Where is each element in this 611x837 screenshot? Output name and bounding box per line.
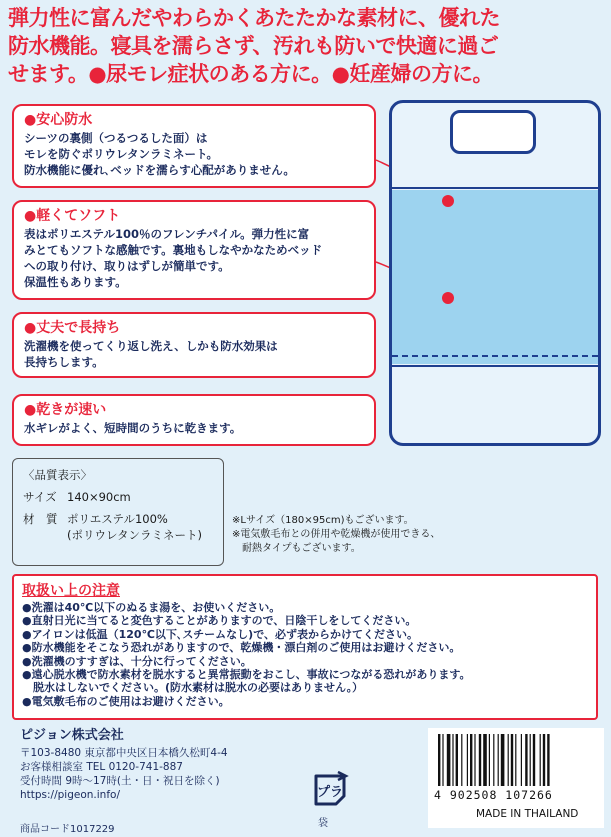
feature-line: 洗濯機を使ってくり返し洗え、しかも防水効果は — [24, 339, 278, 353]
size-value: 140×90cm — [67, 490, 131, 504]
barcode-bar — [543, 734, 545, 786]
feature-box-soft — [12, 200, 376, 300]
caution-item: ●遠心脱水機で防水素材を脱水すると異常振動をおこし、事故につながる恐れがあります。 — [22, 668, 471, 682]
feature-line: 長持ちします。 — [24, 355, 104, 369]
feature-box-waterproof — [12, 104, 376, 188]
barcode-bar — [461, 734, 462, 786]
caution-title: 取扱い上の注意 — [22, 583, 120, 599]
barcode-bar — [530, 734, 531, 786]
feature-line: モレを防ぐポリウレタンラミネート。 — [24, 147, 219, 161]
barcode-bar — [438, 734, 440, 786]
company-name: ピジョン株式会社 — [20, 728, 124, 743]
feature-line: みとてもソフトな感触です。裏地もしなやかなためベッド — [24, 243, 323, 257]
feature-line: 保温性もあります。 — [24, 275, 127, 289]
note-line: ※Lサイズ（180×95cm)もございます。 — [232, 515, 414, 526]
barcode-bar — [452, 734, 453, 786]
sheet-pad — [392, 190, 598, 364]
note-line: ※電気敷毛布との併用や乾燥機が使用できる、 — [232, 529, 441, 540]
marker-dot — [442, 292, 454, 304]
barcode-bar — [489, 734, 490, 786]
caution-item: ●洗濯機のすすぎは、十分に行ってください。 — [22, 654, 252, 668]
barcode-bar — [483, 734, 487, 786]
feature-line: への取り付け、取りはずしが簡単です。 — [24, 259, 230, 273]
headline-line: 防水機能。寝具を濡らさず、汚れも防いで快適に過ご — [8, 34, 499, 58]
barcode-bar — [533, 734, 535, 786]
sheet-stitch — [392, 355, 598, 357]
feature-title: ●乾きが速い — [24, 402, 107, 418]
barcode-bar — [447, 734, 451, 786]
caution-item: ●防水機能をそこなう恐れがありますので、乾燥機・漂白剤のご使用はお避けください。 — [22, 641, 461, 655]
sheet-seam — [392, 187, 598, 189]
caution-item: ●アイロンは低温（120℃以下､スチームなし)で、必ず表からかけてください。 — [22, 627, 418, 641]
barcode-bar — [540, 734, 541, 786]
made-in: MADE IN THAILAND — [476, 808, 579, 820]
recycle-label: 袋 — [318, 818, 328, 829]
feature-box-durable — [12, 312, 376, 378]
caution-box — [12, 574, 598, 720]
feature-box-quick-dry — [12, 394, 376, 446]
feature-title: ●軽くてソフト — [24, 208, 121, 224]
company-url[interactable]: https://pigeon.info/ — [20, 789, 120, 801]
material-label: 材 質 — [23, 512, 58, 526]
barcode-bar — [442, 734, 443, 786]
barcode-bar — [547, 734, 549, 786]
barcode-bar — [508, 734, 509, 786]
caution-item: ●電気敷毛布のご使用はお避けください。 — [22, 694, 230, 708]
sheet-handle — [450, 110, 536, 154]
feature-line: 表はポリエステル100％のフレンチパイル。弾力性に富 — [24, 227, 310, 241]
material-line: ポリエステル100% — [67, 512, 168, 526]
barcode-bar — [467, 734, 468, 786]
barcode-bar — [515, 734, 516, 786]
barcode-bar — [470, 734, 472, 786]
quality-heading: 〈品質表示〉 — [23, 468, 92, 482]
quality-label-box — [12, 458, 224, 566]
sheet-diagram — [389, 100, 601, 446]
barcode-bar — [511, 734, 513, 786]
product-code: 商品コード1017229 — [20, 824, 115, 835]
caution-item: ●洗濯は40℃以下のぬるま湯を、お使いください。 — [22, 601, 281, 614]
notes — [232, 514, 604, 556]
company-info — [20, 726, 300, 802]
barcode-bar — [525, 734, 527, 786]
feature-title: ●丈夫で長持ち — [24, 320, 121, 336]
barcode — [436, 734, 598, 786]
recycle-mark-text: プラ — [316, 785, 344, 800]
recycle-plastic-icon — [308, 766, 352, 810]
barcode-number: 4 902508 107266 — [434, 788, 553, 802]
feature-line: 水ギレがよく、短時間のうちに乾きます。 — [24, 421, 242, 435]
caution-item: ●直射日光に当てると変色することがありますので、日陰干しをしてください。 — [22, 614, 417, 628]
sheet-seam — [392, 365, 598, 367]
barcode-bar — [474, 734, 475, 786]
barcode-bar — [521, 734, 522, 786]
size-label: サイズ — [23, 490, 57, 504]
barcode-bar — [501, 734, 505, 786]
feature-line: 防水機能に優れ､ベッドを濡らす心配がありません。 — [24, 163, 295, 177]
company-hours: 受付時間 9時〜17時(土・日・祝日を除く) — [20, 775, 220, 787]
material-line: (ポリウレタンラミネート) — [67, 528, 203, 542]
feature-line: シーツの裏側（つるつるした面）は — [24, 131, 208, 145]
barcode-bar — [456, 734, 458, 786]
barcode-area — [428, 728, 604, 828]
barcode-bar — [498, 734, 499, 786]
feature-title: ●安心防水 — [24, 112, 93, 128]
marker-dot — [442, 195, 454, 207]
barcode-bar — [479, 734, 481, 786]
note-line: 耐熱タイプもございます。 — [232, 543, 361, 554]
company-address: 〒103-8480 東京都中央区日本橋久松町4-4 — [20, 747, 228, 759]
headline — [8, 4, 606, 88]
caution-item: 脱水はしないでください。(防水素材は脱水の必要はありません。） — [22, 681, 364, 695]
barcode-bar — [493, 734, 494, 786]
headline-line: せます。●尿モレ症状のある方に。●妊産婦の方に。 — [8, 62, 493, 86]
company-phone: お客様相談室 TEL 0120-741-887 — [20, 761, 183, 773]
headline-line: 弾力性に富んだやわらかくあたたかな素材に、優れた — [8, 6, 500, 30]
